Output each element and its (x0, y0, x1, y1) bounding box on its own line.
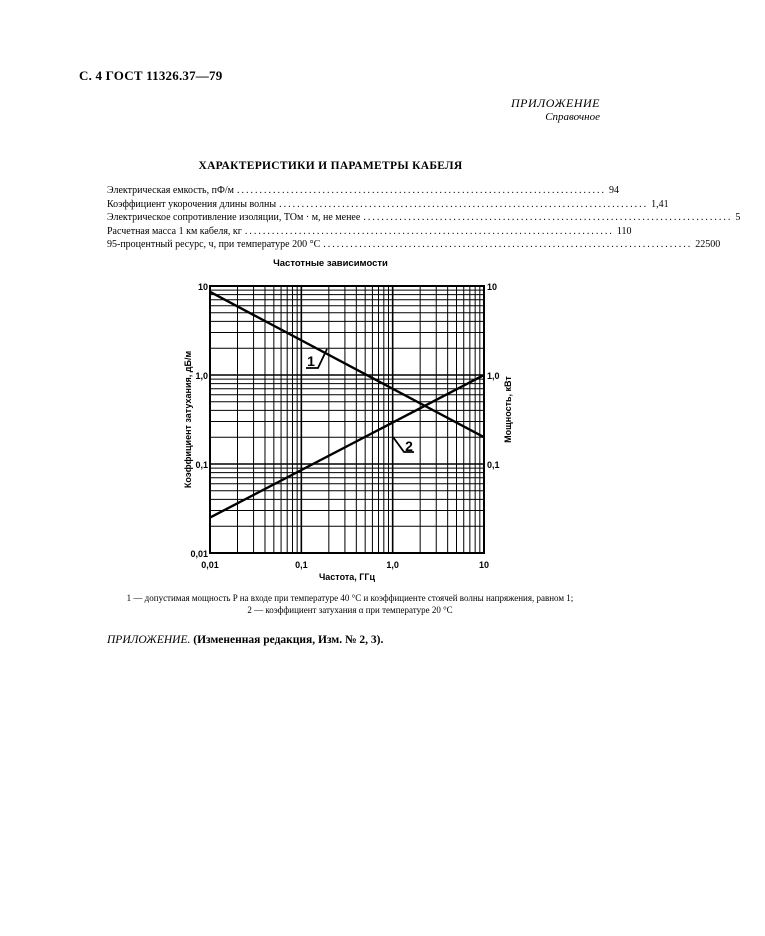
leader-dots: .................................................................................. (236, 185, 606, 196)
appendix-subtitle: Справочное (545, 111, 600, 123)
amendment-note (107, 634, 383, 646)
parameter-label: Расчетная масса 1 км кабеля, кг (107, 225, 242, 237)
parameter-value: 94 (608, 185, 619, 196)
chart-title: Частотные зависимости (273, 258, 388, 269)
note-line-1: 1 — допустимая мощность P на входе при температуре 40 °С и коэффициенте стоячей волны напряжения, равном 1; (126, 593, 574, 603)
y-tick-label-right: 10 (487, 282, 498, 292)
parameter-label: Коэффициент укорочения длины волны (107, 198, 277, 210)
y-tick-label-left: 10 (197, 282, 208, 292)
x-tick-label: 0,1 (295, 560, 308, 570)
y-tick-label-left: 1,0 (195, 371, 208, 381)
leader-dots: .................................................................................. (323, 239, 693, 251)
series-line-2 (210, 375, 484, 518)
x-tick-label: 1,0 (386, 560, 399, 570)
y-axis-title-right: Мощность, кВт (503, 376, 513, 443)
series-line-1 (210, 292, 484, 437)
parameter-label: 95-процентный ресурс, ч, при температуре 200 °С (107, 239, 321, 251)
chart-grid (210, 286, 484, 553)
parameter-value: 22500 (695, 239, 721, 251)
x-tick-label: 0,01 (201, 560, 219, 570)
amendment-ref: ПРИЛОЖЕНИЕ. (107, 634, 191, 646)
leader-dots: .................................................................................. (363, 212, 733, 224)
section-title: ХАРАКТЕРИСТИКИ И ПАРАМЕТРЫ КАБЕЛЯ (198, 160, 463, 172)
y-tick-label-left: 0,1 (195, 460, 208, 470)
page-header: С. 4 ГОСТ 11326.37—79 (79, 68, 223, 83)
leader-dots: .................................................................................. (244, 225, 614, 237)
y-tick-label-right: 1,0 (487, 371, 500, 381)
annotation-label-2: 2 (405, 438, 413, 454)
appendix-title: ПРИЛОЖЕНИЕ (511, 96, 600, 110)
parameter-value: 5 (735, 212, 741, 224)
y-axis-title-left: Коэффициент затухания, дБ/м (183, 350, 193, 489)
x-tick-label: 10 (478, 560, 490, 570)
amendment-text: (Измененная редакция, Изм. № 2, 3). (193, 634, 384, 646)
note-line-2: 2 — коэффициент затухания α при температуре 20 °С (247, 605, 453, 615)
x-axis-title: Частота, ГГц (318, 572, 376, 582)
parameter-value: 110 (616, 225, 632, 237)
plot-frame (210, 286, 484, 553)
y-tick-label-left: 0,01 (190, 549, 208, 559)
leader-dots: .................................................................................. (279, 198, 649, 210)
parameter-label: Электрическая емкость, пФ/м (107, 185, 234, 196)
parameter-label: Электрическое сопротивление изоляции, ТОм · м, не менее (107, 212, 361, 224)
chart-notes (90, 592, 610, 616)
annotation-label-1: 1 (307, 353, 315, 369)
y-tick-label-right: 0,1 (487, 460, 500, 470)
parameter-value: 1,41 (651, 198, 669, 210)
